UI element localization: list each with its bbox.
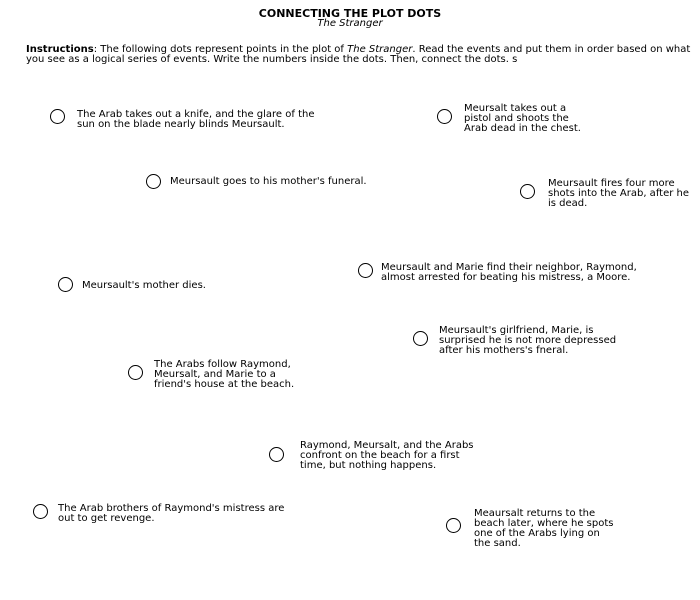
plot-dot[interactable] xyxy=(358,263,373,278)
instructions-book-title: The Stranger xyxy=(347,44,413,55)
plot-event-text: Meursault and Marie find their neighbor, Raymond, almost arrested for beating his mistress, a Moore. xyxy=(381,262,637,283)
page-subtitle: The Stranger xyxy=(317,18,383,29)
plot-dot[interactable] xyxy=(146,174,161,189)
plot-event-text: Raymond, Meursalt, and the Arabs confront on the beach for a first time, but nothing happens. xyxy=(300,440,474,471)
plot-dot[interactable] xyxy=(58,277,73,292)
plot-dot[interactable] xyxy=(446,518,461,533)
plot-event-text: Meaursalt returns to the beach later, where he spots one of the Arabs lying on the sand. xyxy=(474,508,614,549)
plot-event-text: The Arab brothers of Raymond's mistress are out to get revenge. xyxy=(58,503,285,524)
plot-dot[interactable] xyxy=(128,365,143,380)
plot-event-text: Meursault goes to his mother's funeral. xyxy=(170,176,367,187)
plot-event-text: The Arabs follow Raymond, Meursalt, and Marie to a friend's house at the beach. xyxy=(154,359,295,390)
plot-dot[interactable] xyxy=(413,331,428,346)
plot-dot[interactable] xyxy=(269,447,284,462)
plot-dot[interactable] xyxy=(50,109,65,124)
plot-event-text: Meursault's mother dies. xyxy=(82,280,206,291)
plot-event-text: Meursault's girlfriend, Marie, is surprised he is not more depressed after his mothers's fneral. xyxy=(439,325,617,356)
plot-dot[interactable] xyxy=(520,184,535,199)
plot-dot[interactable] xyxy=(437,109,452,124)
page-title: CONNECTING THE PLOT DOTS xyxy=(258,7,442,20)
instructions xyxy=(26,45,696,65)
plot-dot[interactable] xyxy=(33,504,48,519)
plot-event-text: The Arab takes out a knife, and the glare of the sun on the blade nearly blinds Meursault. xyxy=(77,109,315,130)
plot-event-text: Meursault fires four more shots into the Arab, after he is dead. xyxy=(548,178,690,209)
instructions-label: Instructions xyxy=(26,44,94,55)
plot-event-text: Meursalt takes out a pistol and shoots the Arab dead in the chest. xyxy=(464,103,581,134)
instructions-text-2: . Read the events and put them in order based on what you see as a logical series of events. Write the numbers inside the dots. Then, connect the dots. s xyxy=(26,44,691,65)
instructions-text-1: : The following dots represent points in the plot of xyxy=(93,44,348,55)
